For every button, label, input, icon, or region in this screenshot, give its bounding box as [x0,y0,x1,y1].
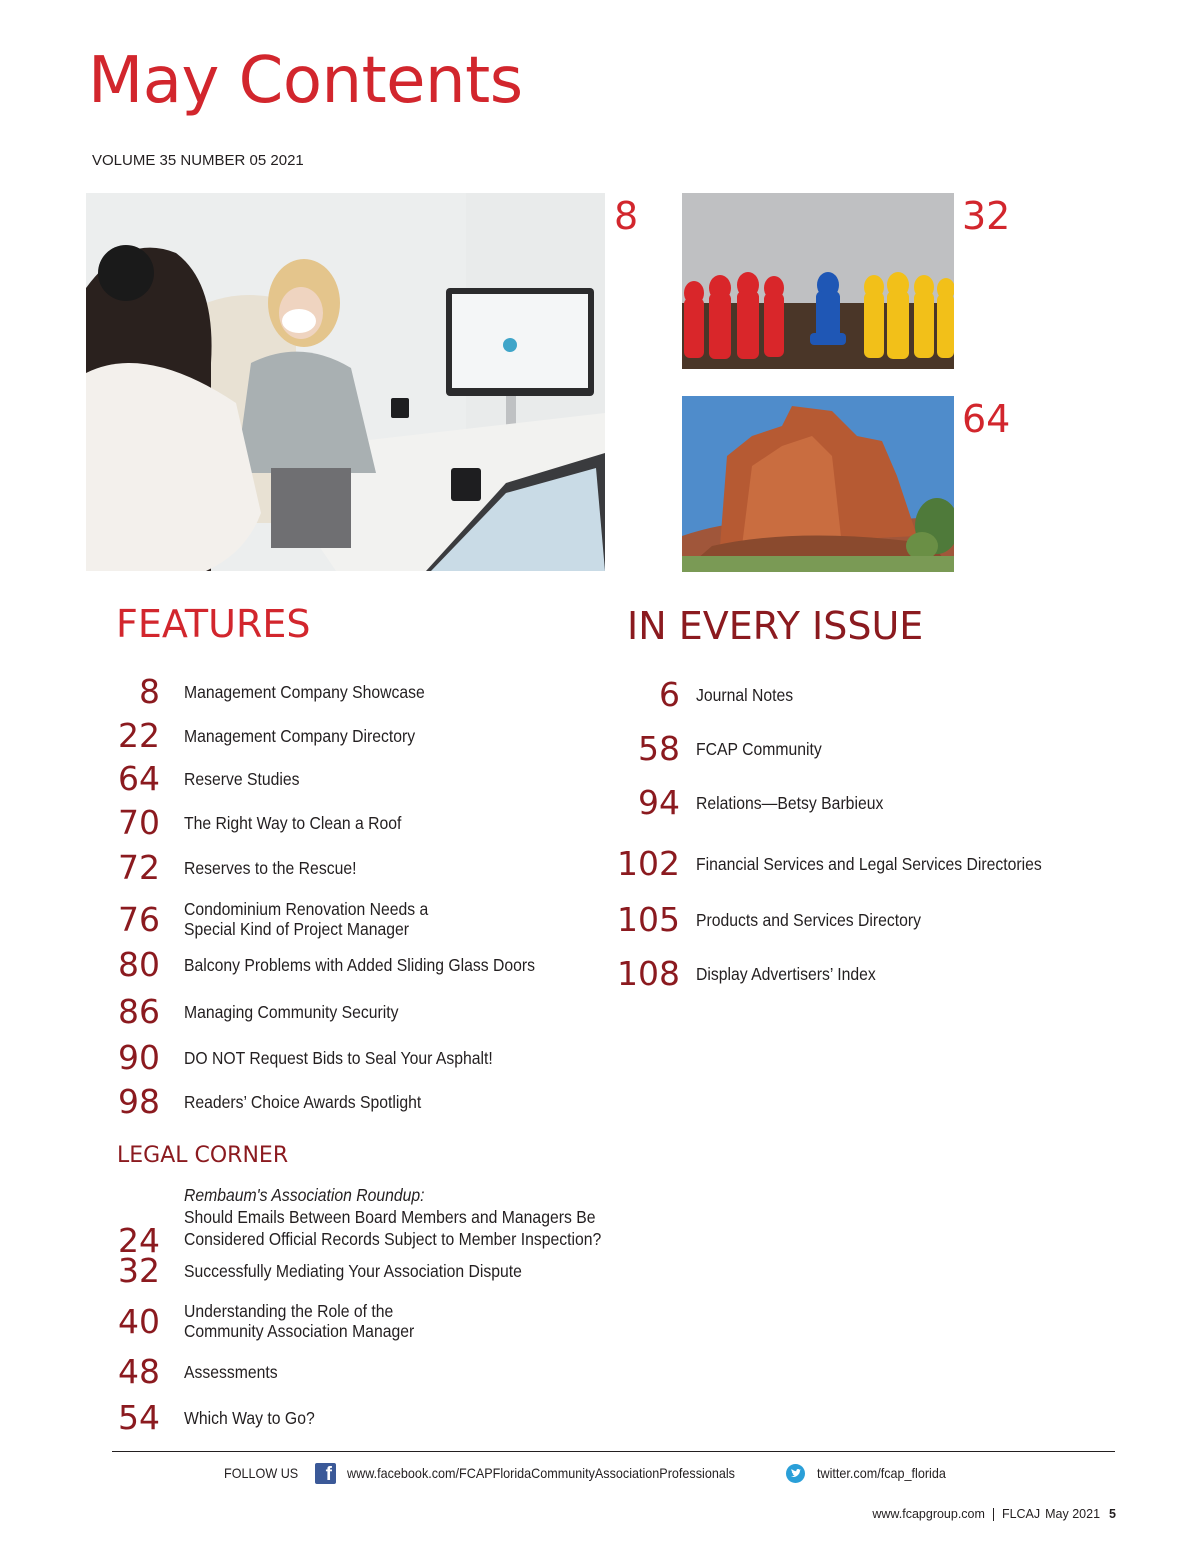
toc-entry[interactable] [86,899,455,939]
twitter-link[interactable]: twitter.com/fcap_florida [817,1465,946,1481]
toc-entry[interactable] [86,848,376,887]
page-number: 40 [118,1301,160,1341]
page-number: 6 [659,675,680,714]
toc-entry[interactable] [576,844,1080,883]
article-title: Balcony Problems with Added Sliding Glass Doors [184,954,536,975]
page-number: 98 [118,1082,160,1121]
page-number: 24 [118,1221,160,1260]
legal-corner-heading: LEGAL CORNER [117,1143,289,1168]
facebook-icon[interactable]: f [315,1463,336,1484]
toc-entry[interactable] [576,729,836,768]
article-title: The Right Way to Clean a Roof [184,812,402,833]
toc-entry[interactable] [86,716,441,755]
toc-entry[interactable] [86,1082,448,1121]
publication-name: FLCAJ [1001,1507,1041,1521]
features-heading: FEATURES [116,602,311,646]
page-number: 70 [118,803,160,842]
red-rock-butte-photo [682,396,954,572]
twitter-icon[interactable] [786,1464,805,1483]
footer-divider [112,1451,1115,1452]
article-title: Financial Services and Legal Services Directories [696,853,1042,874]
article-title-line: Community Association Manager [184,1321,415,1341]
game-pawns-photo [682,193,954,369]
page-number: 94 [638,783,680,822]
in-every-issue-heading: IN EVERY ISSUE [627,604,924,648]
toc-entry[interactable] [86,1173,648,1260]
page-number: 8 [139,672,160,711]
toc-entry[interactable] [86,1352,288,1391]
toc-entry[interactable] [86,945,574,984]
article-title-line: Should Emails Between Board Members and Managers Be [184,1206,596,1227]
page-number: 108 [617,954,680,993]
article-title: Managing Community Security [184,1001,399,1022]
article-title: Readers’ Choice Awards Spotlight [184,1091,422,1112]
page-number: 48 [118,1352,160,1391]
folio-separator [993,1508,994,1521]
office-meeting-photo [86,193,605,571]
facebook-link[interactable]: www.facebook.com/FCAPFloridaCommunityAssociationProfessionals [347,1465,735,1481]
toc-entry[interactable] [86,759,312,798]
photo-page-number: 64 [962,397,1011,441]
page-folio [872,1507,1116,1521]
toc-entry[interactable] [86,1038,527,1077]
page-number: 80 [118,945,160,984]
toc-entry[interactable] [86,992,422,1031]
toc-entry[interactable] [576,954,896,993]
article-title: Management Company Showcase [184,681,425,702]
article-title [184,1301,414,1341]
article-title: Products and Services Directory [696,909,921,930]
article-title: Reserve Studies [184,768,300,789]
page-number: 90 [118,1038,160,1077]
photo-page-number: 8 [614,194,639,238]
article-title: FCAP Community [696,738,822,759]
toc-entry[interactable] [86,672,452,711]
article-title: Management Company Directory [184,725,416,746]
site-url[interactable]: www.fcapgroup.com [872,1507,985,1521]
page-number: 54 [118,1398,160,1437]
article-title [184,1185,601,1249]
article-kicker: Rembaum's Association Roundup: [184,1184,425,1205]
page-number-folio: 5 [1109,1507,1116,1521]
article-title: Assessments [184,1361,278,1382]
toc-entry[interactable] [576,900,946,939]
article-title-line: Understanding the Role of the [184,1301,394,1321]
page-number: 32 [118,1251,160,1290]
article-title-line: Special Kind of Project Manager [184,919,409,939]
toc-entry[interactable] [576,675,804,714]
page-number: 105 [617,900,680,939]
page-title: May Contents [88,44,523,118]
page-number: 76 [118,899,160,939]
article-title: Relations—Betsy Barbieux [696,792,884,813]
page-number: 86 [118,992,160,1031]
toc-entry[interactable] [86,803,426,842]
article-title: Which Way to Go? [184,1407,315,1428]
toc-entry[interactable] [86,1251,560,1290]
page-number: 58 [638,729,680,768]
issue-date: May 2021 [1045,1507,1101,1521]
article-title: Journal Notes [696,684,794,705]
photo-page-number: 32 [962,194,1011,238]
article-title: DO NOT Request Bids to Seal Your Asphalt! [184,1047,493,1068]
article-title [184,899,428,939]
page-number: 102 [617,844,680,883]
article-title: Reserves to the Rescue! [184,857,357,878]
toc-entry[interactable] [86,1398,329,1437]
page-number: 22 [118,716,160,755]
article-title-line: Considered Official Records Subject to Member Inspection? [184,1228,602,1249]
follow-us-label: FOLLOW US [224,1465,299,1481]
toc-entry[interactable] [86,1301,440,1341]
page-number: 64 [118,759,160,798]
volume-line: VOLUME 35 NUMBER 05 2021 [92,152,304,169]
toc-entry[interactable] [576,783,904,822]
article-title: Display Advertisers’ Index [696,963,876,984]
article-title: Successfully Mediating Your Association Dispute [184,1260,522,1281]
page-number: 72 [118,848,160,887]
article-title-line: Condominium Renovation Needs a [184,899,429,919]
